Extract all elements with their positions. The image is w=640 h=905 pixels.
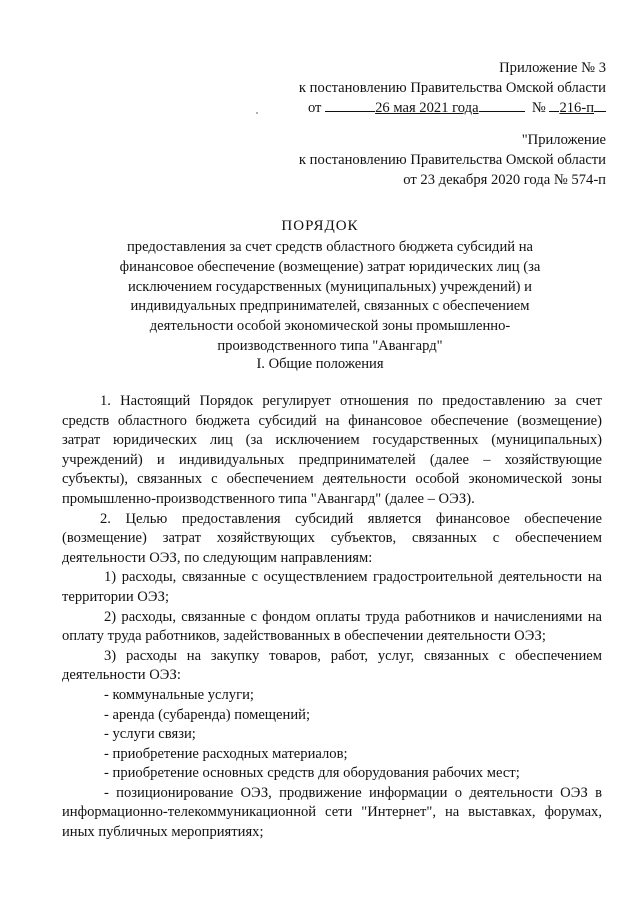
- paragraph: 2. Целью предоставления субсидий является финансовое обеспечение (возмещение) затрат хозяйствующих субъектов, связанных с обеспечением деятельности ОЭЗ, по следующим направлениям:: [62, 510, 602, 566]
- appendix-resolution: к постановлению Правительства Омской области: [298, 80, 606, 96]
- scan-speck: [256, 112, 258, 114]
- date-blank-left: [325, 98, 375, 112]
- document-body: [62, 392, 602, 843]
- sub-list-item: - аренда (субаренда) помещений;: [104, 706, 311, 723]
- resolution-date: 26 мая 2021 года: [375, 100, 479, 116]
- sub-list-item: - услуги связи;: [104, 726, 196, 743]
- appendix-date-line: [299, 98, 606, 118]
- date-blank-right: [479, 98, 525, 112]
- appendix-header: [299, 58, 606, 118]
- document-subtitle: предоставления за счет средств областного бюджета субсидий на финансовое обеспечение (возмещение) затрат юридических лиц (за исключением государственных (муниципальных) учреждений) и индивидуальных предпринимателей, связанных с обеспечением деятельности особой экономической зоны промышленно-производственного типа "Авангард": [119, 239, 541, 354]
- number-blank-right: [594, 98, 606, 112]
- list-item: 1) расходы, связанные с осуществлением градостроительной деятельности на территории ОЭЗ;: [62, 569, 602, 605]
- original-appendix-header: [299, 130, 606, 190]
- appendix-number: Приложение № 3: [499, 60, 606, 76]
- number-blank-left: [549, 98, 559, 112]
- original-appendix-date: от 23 декабря 2020 года № 574-п: [403, 172, 606, 188]
- sub-list-item: - приобретение расходных материалов;: [104, 745, 348, 762]
- list-item: 3) расходы на закупку товаров, работ, услуг, связанных с обеспечением деятельности ОЭЗ:: [62, 647, 602, 684]
- list-item: 2) расходы, связанные с фондом оплаты труда работников и начислениями на оплату труда работников, задействованных в обеспечении деятельности ОЭЗ;: [62, 608, 602, 645]
- resolution-number: 216-п: [559, 100, 594, 116]
- original-appendix-label: "Приложение: [521, 132, 606, 148]
- sub-list-item: - коммунальные услуги;: [104, 686, 254, 703]
- number-sign: №: [531, 100, 546, 116]
- original-appendix-resolution: к постановлению Правительства Омской области: [298, 152, 606, 168]
- paragraph: 1. Настоящий Порядок регулирует отношения по предоставлению за счет средств областного бюджета субсидий на финансовое обеспечение (возмещение) затрат юридических лиц (за исключением государственных (муниципальных) учреждений) и индивидуальных предпринимателей (далее – хозяйствующие субъекты), связанных с обеспечением деятельности особой экономической зоны промышленно-производственного типа "Авангард" (далее – ОЭЗ).: [62, 393, 602, 507]
- date-prefix: от: [307, 100, 322, 116]
- document-title: ПОРЯДОК: [281, 218, 359, 234]
- sub-list-item: - приобретение основных средств для оборудования рабочих мест;: [104, 765, 520, 782]
- section-heading: I. Общие положения: [256, 356, 384, 372]
- sub-list-item: - позиционирование ОЭЗ, продвижение информации о деятельности ОЭЗ в информационно-телекоммуникационной сети "Интернет", на выставках, форумах, иных публичных мероприятиях;: [62, 784, 602, 841]
